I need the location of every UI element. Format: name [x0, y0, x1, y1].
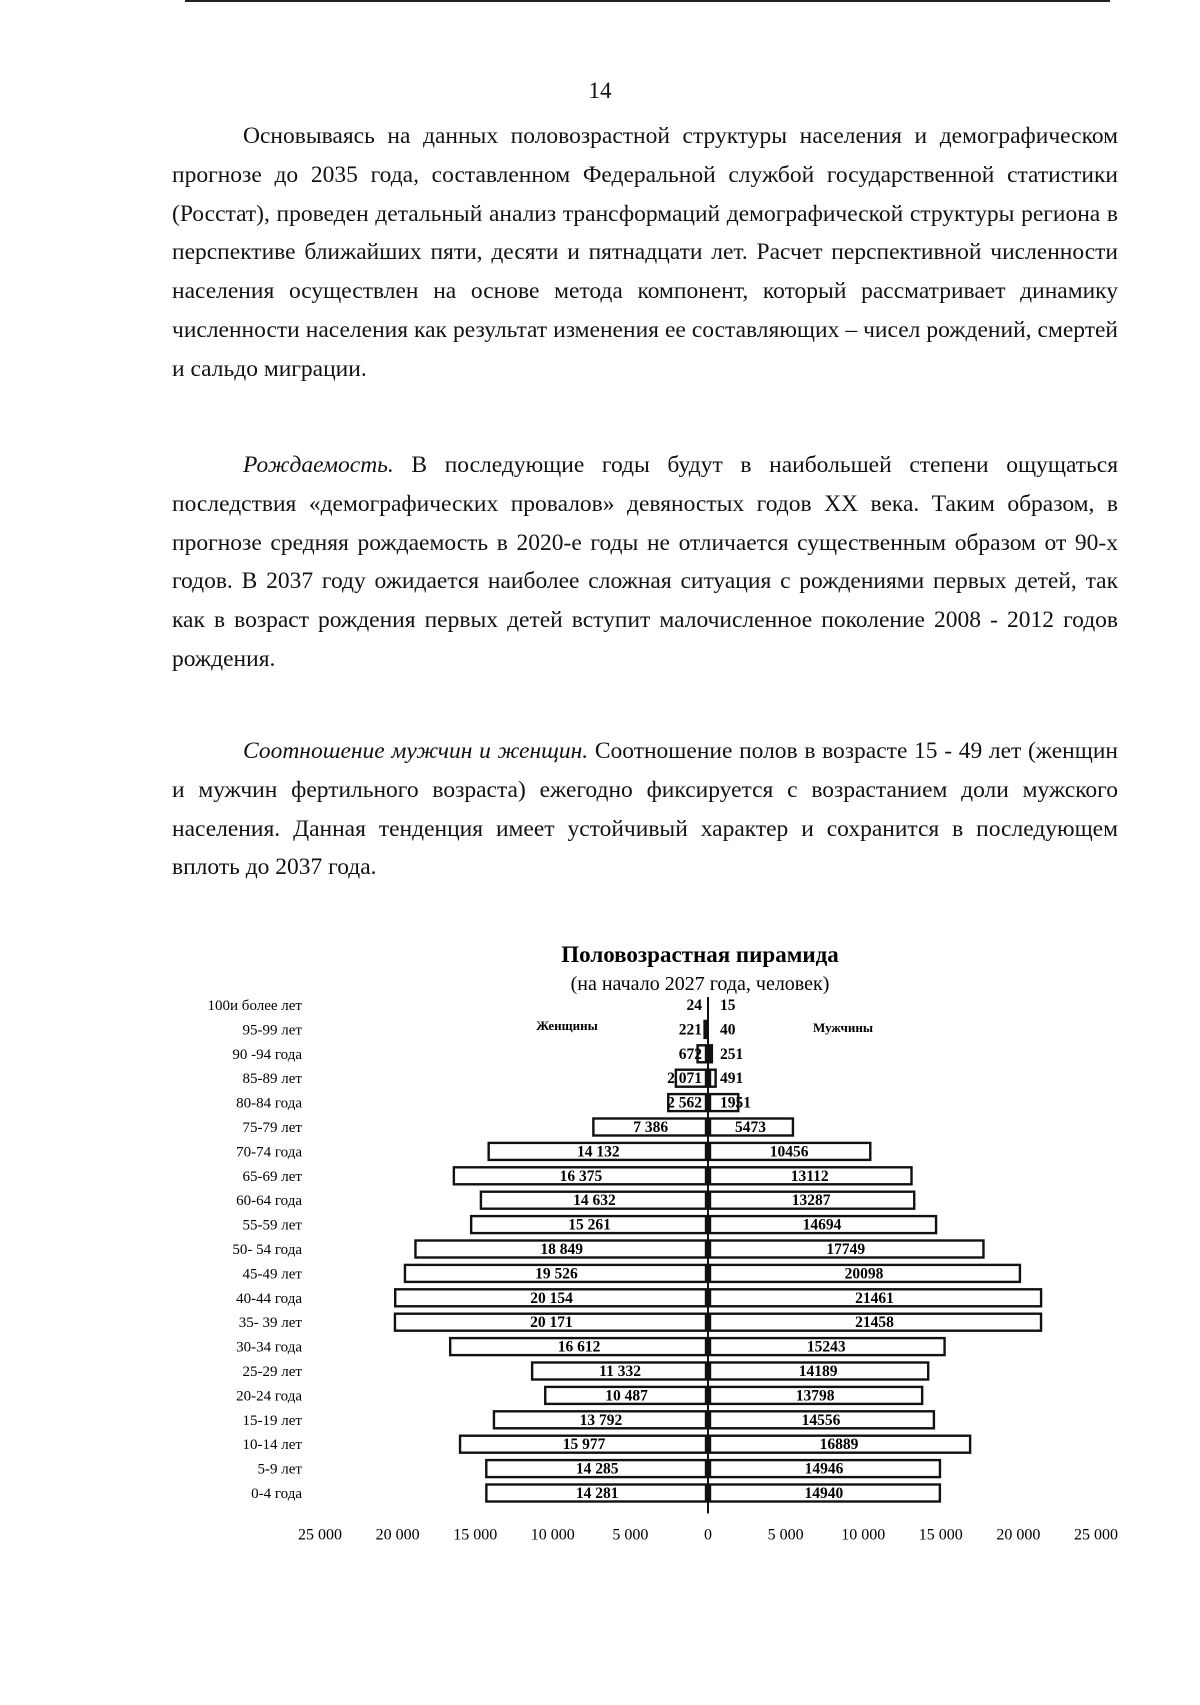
paragraph-birth-rate-text: В последующие годы будут в наибольшей степени ощущаться последствия «демографических провалов» девяностых годов XX века. Таким образом, в прогнозе средняя рождаемость в 2020-е годы не отличается существенным образом от 90-х годов. В 2037 году ожидается наиболее сложная ситуация с рождениями первых детей, так как в возраст рождения первых детей вступит малочисленное поколение 2008 - 2012 годов рождения.	[172, 452, 1118, 672]
paragraph-birth-rate-lead: Рождаемость.	[243, 452, 394, 478]
male-value-label: 251	[720, 1045, 744, 1063]
age-group-label: 90 -94 года	[232, 1046, 302, 1063]
male-value-label: 14694	[802, 1216, 842, 1234]
female-value-label: 24	[686, 997, 702, 1014]
age-group-label: 75-79 лет	[242, 1120, 302, 1136]
male-value-label: 13798	[795, 1387, 835, 1405]
x-axis-tick-label: 25 000	[1074, 1526, 1118, 1544]
age-group-label: 20-24 года	[236, 1388, 302, 1405]
male-value-label: 13287	[791, 1192, 831, 1210]
female-value-label: 20 154	[530, 1289, 573, 1307]
female-value-label: 2 562	[667, 1094, 702, 1112]
male-value-label: 1951	[720, 1094, 751, 1112]
male-value-label: 16889	[819, 1436, 859, 1454]
male-bar	[710, 1045, 712, 1062]
age-group-label: 10-14 лет	[242, 1437, 302, 1454]
female-value-label: 2 071	[667, 1070, 702, 1088]
paragraph-sex-ratio-lead: Соотношение мужчин и женщин.	[243, 738, 589, 764]
female-value-label: 18 849	[540, 1241, 584, 1258]
age-group-label: 5-9 лет	[257, 1461, 302, 1478]
age-group-label: 80-84 года	[236, 1095, 302, 1112]
paragraph-intro-text: Основываясь на данных половозрастной структуры населения и демографическом прогнозе до 2035 года, составленном Федеральной службой государственной статистики (Росстат), проведен детальный анализ трансформаций демографической структуры региона в перспективе ближайших пяти, десяти и пятнадцати лет. Расчет перспективной численности населения осуществлен на основе метода компонент, который рассматривает динамику численности населения как результат изменения ее составляющих – чисел рождений, смертей и сальдо миграции.	[172, 123, 1118, 382]
age-group-label: 45-49 лет	[242, 1266, 302, 1283]
female-value-label: 15 261	[568, 1216, 611, 1234]
x-axis-tick-label: 15 000	[453, 1526, 498, 1544]
legend-men: Мужчины	[813, 1020, 873, 1035]
female-value-label: 672	[678, 1045, 702, 1063]
age-group-label: 55-59 лет	[242, 1217, 302, 1234]
male-value-label: 14940	[804, 1485, 844, 1502]
male-value-label: 13112	[790, 1167, 829, 1185]
paragraph-sex-ratio-text: Соотношение полов в возрасте 15 - 49 лет (женщин и мужчин фертильного возраста) ежегодно фиксируется с возрастанием доли мужского населения. Данная тенденция имеет устойчивый характер и сохранится в последующем вплоть до 2037 года.	[172, 738, 1118, 881]
male-value-label: 21458	[855, 1314, 894, 1332]
age-group-label: 60-64 года	[236, 1193, 302, 1210]
female-value-label: 19 526	[535, 1265, 578, 1283]
female-bar	[705, 1021, 706, 1038]
female-value-label: 14 632	[573, 1192, 616, 1210]
age-group-label: 100и более лет	[207, 998, 302, 1014]
x-axis-tick-label: 10 000	[841, 1526, 886, 1544]
male-value-label: 14189	[798, 1363, 838, 1380]
page-number: 14	[588, 78, 612, 103]
x-axis-tick-label: 20 000	[996, 1526, 1041, 1544]
age-group-label: 35- 39 лет	[238, 1315, 302, 1332]
age-group-label: 85-89 лет	[242, 1071, 302, 1088]
age-group-label: 30-34 года	[236, 1339, 302, 1356]
chart-title: Половозрастная пирамида	[561, 942, 839, 967]
male-value-label: 40	[720, 1021, 736, 1039]
male-value-label: 21461	[855, 1289, 894, 1307]
male-value-label: 14946	[804, 1460, 844, 1478]
male-bar	[710, 1070, 716, 1087]
x-axis-tick-label: 5 000	[767, 1526, 804, 1544]
male-value-label: 15243	[806, 1338, 846, 1356]
female-value-label: 13 792	[579, 1411, 623, 1429]
male-value-label: 14556	[801, 1411, 841, 1429]
female-value-label: 221	[678, 1021, 702, 1039]
x-axis-tick-label: 25 000	[298, 1526, 342, 1544]
x-axis-tick-label: 20 000	[375, 1526, 420, 1544]
female-value-label: 14 281	[575, 1485, 619, 1502]
x-axis-tick-label: 15 000	[918, 1526, 963, 1544]
female-value-label: 10 487	[605, 1387, 648, 1405]
female-value-label: 16 375	[559, 1167, 603, 1185]
female-value-label: 20 171	[530, 1314, 573, 1332]
age-group-label: 65-69 лет	[242, 1168, 302, 1185]
age-group-label: 0-4 года	[251, 1486, 302, 1502]
age-group-label: 15-19 лет	[242, 1412, 302, 1429]
chart-subtitle: (на начало 2027 года, человек)	[570, 973, 830, 995]
female-value-label: 15 977	[562, 1436, 606, 1454]
male-value-label: 10456	[769, 1143, 809, 1161]
male-value-label: 20098	[844, 1265, 884, 1283]
male-value-label: 5473	[734, 1119, 766, 1136]
female-value-label: 16 612	[557, 1338, 601, 1356]
female-value-label: 14 132	[577, 1143, 620, 1161]
age-group-label: 40-44 года	[236, 1290, 302, 1307]
age-group-label: 25-29 лет	[242, 1364, 302, 1380]
female-value-label: 14 285	[575, 1460, 619, 1478]
x-axis-tick-label: 0	[704, 1526, 712, 1544]
age-group-label: 50- 54 года	[232, 1242, 302, 1258]
age-group-label: 95-99 лет	[242, 1022, 302, 1039]
x-axis-tick-label: 10 000	[530, 1526, 575, 1544]
male-value-label: 17749	[826, 1241, 866, 1258]
female-value-label: 11 332	[599, 1363, 641, 1380]
male-value-label: 15	[720, 997, 736, 1014]
female-value-label: 7 386	[633, 1119, 669, 1136]
age-group-label: 70-74 года	[236, 1144, 302, 1161]
male-value-label: 491	[720, 1070, 744, 1088]
x-axis-tick-label: 5 000	[612, 1526, 649, 1544]
legend-women: Женщины	[536, 1018, 598, 1033]
